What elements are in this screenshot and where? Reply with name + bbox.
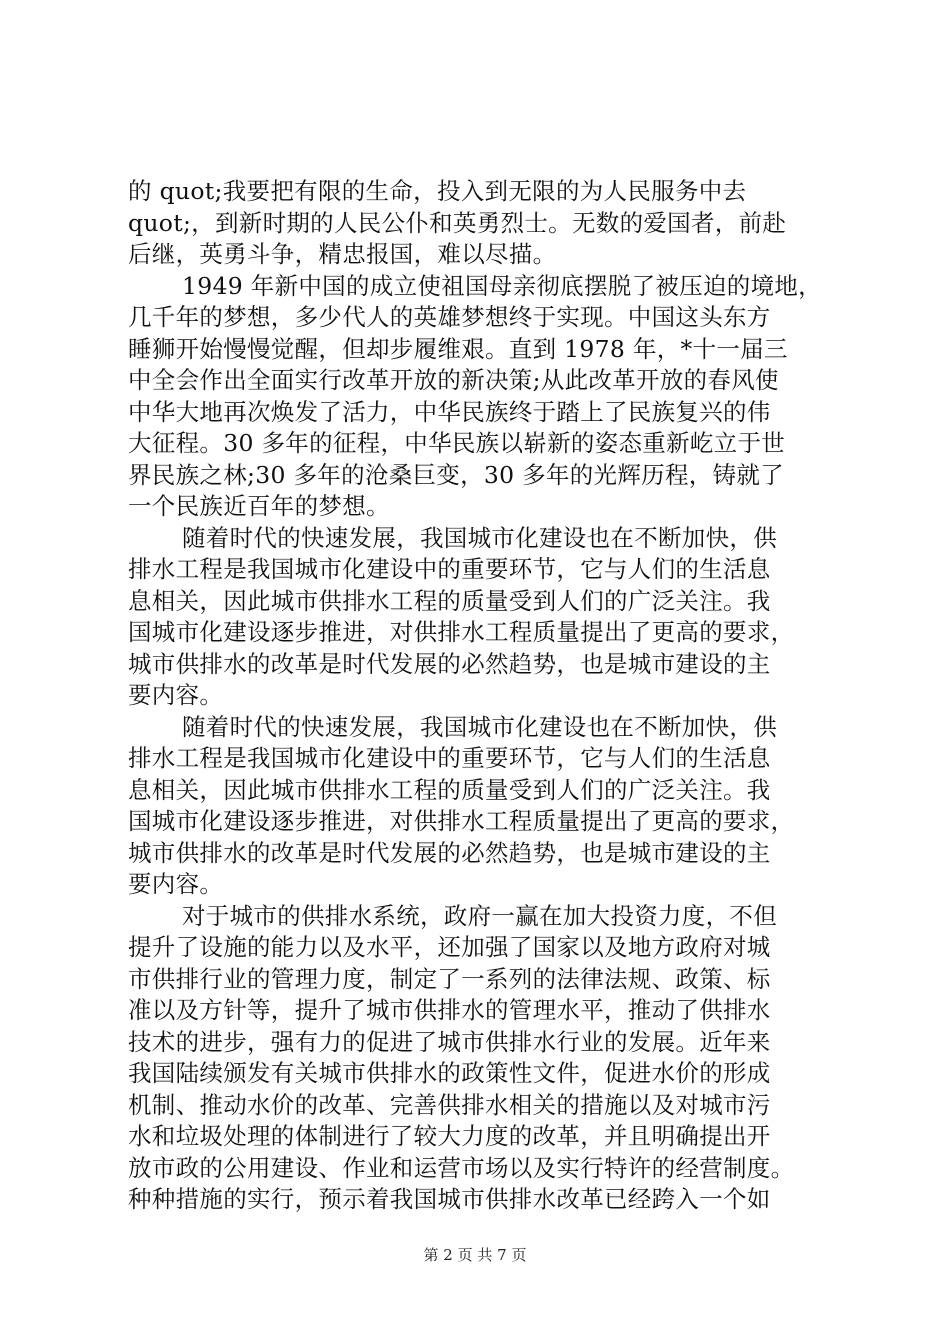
text-line: 中全会作出全面实行改革开放的新决策;从此改革开放的春风使: [128, 366, 779, 394]
page-footer: 第 2 页 共 7 页: [423, 1246, 527, 1264]
text-line: 几千年的梦想，多少代人的英雄梦想终于实现。中国这头东方: [128, 303, 771, 331]
text-line: 一个民族近百年的梦想。: [128, 492, 390, 520]
paragraph-first-line: 1949 年新中国的成立使祖国母亲彻底摆脱了被压迫的境地，: [182, 271, 822, 300]
text-line: 我国陆续颁发有关城市供排水的政策性文件，促进水价的形成: [128, 1059, 771, 1087]
text-line: 要内容。: [128, 681, 224, 709]
text-line: quot;，到新时期的人民公仆和英勇烈士。无数的爱国者，前赴: [128, 208, 787, 237]
text-line: 种种措施的实行，预示着我国城市供排水改革已经跨入一个如: [128, 1185, 771, 1213]
text-line: 城市供排水的改革是时代发展的必然趋势，也是城市建设的主: [128, 838, 771, 867]
text-line: 水和垃圾处理的体制进行了较大力度的改革，并且明确提出开: [128, 1122, 771, 1150]
text-line: 机制、推动水价的改革、完善供排水相关的措施以及对城市污: [128, 1090, 771, 1119]
text-line: 技术的进步，强有力的促进了城市供排水行业的发展。近年来: [128, 1027, 771, 1056]
text-line: 排水工程是我国城市化建设中的重要环节，它与人们的生活息: [128, 555, 771, 583]
text-line: 界民族之林;30 多年的沧桑巨变，30 多年的光辉历程，铸就了: [128, 460, 784, 489]
text-line: 要内容。: [128, 870, 224, 898]
text-line: 市供排行业的管理力度，制定了一系列的法律法规、政策、标: [128, 964, 771, 993]
text-line: 排水工程是我国城市化建设中的重要环节，它与人们的生活息: [128, 744, 771, 772]
text-line: 后继，英勇斗争，精忠报国，难以尽描。: [128, 240, 557, 268]
text-line: 提升了设施的能力以及水平，还加强了国家以及地方政府对城: [128, 933, 771, 961]
text-line: 国城市化建设逐步推进，对供排水工程质量提出了更高的要求，: [128, 618, 795, 646]
text-line: 息相关，因此城市供排水工程的质量受到人们的广泛关注。我: [128, 775, 771, 804]
text-line: 睡狮开始慢慢觉醒，但却步履维艰。直到 1978 年，*十一届三: [128, 334, 788, 363]
text-line: 城市供排水的改革是时代发展的必然趋势，也是城市建设的主: [128, 649, 771, 678]
text-line: 国城市化建设逐步推进，对供排水工程质量提出了更高的要求，: [128, 807, 795, 835]
text-line: 的 quot;我要把有限的生命，投入到无限的为人民服务中去: [128, 177, 747, 205]
body-text: [128, 176, 828, 1216]
text-line: 放市政的公用建设、作业和运营市场以及实行特许的经营制度。: [128, 1153, 795, 1182]
text-line: 息相关，因此城市供排水工程的质量受到人们的广泛关注。我: [128, 586, 771, 615]
text-line: 中华大地再次焕发了活力，中华民族终于踏上了民族复兴的伟: [128, 397, 771, 426]
paragraph-first-line: 随着时代的快速发展，我国城市化建设也在不断加快，供: [182, 523, 777, 552]
paragraph-first-line: 对于城市的供排水系统，政府一赢在加大投资力度，不但: [182, 901, 777, 930]
text-line: 准以及方针等，提升了城市供排水的管理水平，推动了供排水: [128, 996, 771, 1024]
paragraph-first-line: 随着时代的快速发展，我国城市化建设也在不断加快，供: [182, 712, 777, 741]
text-line: 大征程。30 多年的征程，中华民族以崭新的姿态重新屹立于世: [128, 429, 786, 457]
